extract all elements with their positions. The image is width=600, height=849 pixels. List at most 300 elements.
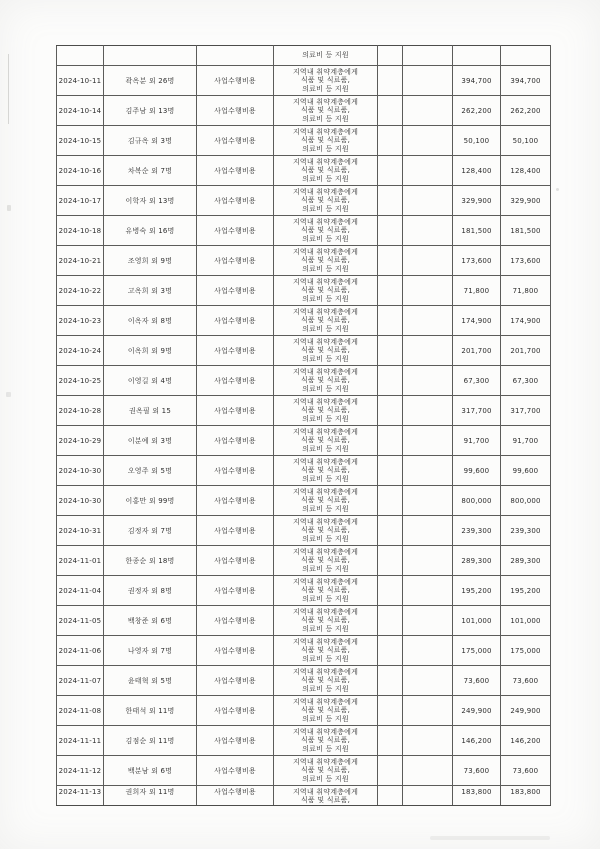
description-line: 지역내 취약계층에게 xyxy=(292,68,359,77)
cell-blank2 xyxy=(403,96,453,126)
description-line: 지역내 취약계층에게 xyxy=(292,758,359,767)
cell-amount: 128,400 xyxy=(453,156,501,186)
cell-description xyxy=(274,756,378,786)
cell-amount: 201,700 xyxy=(453,336,501,366)
ledger-table xyxy=(56,45,551,806)
cell-name: 김주남 외 13명 xyxy=(104,96,197,126)
description-line: 식품 및 식료품, xyxy=(300,796,351,805)
description-line: 지역내 취약계층에게 xyxy=(292,458,359,467)
cell-total: 289,300 xyxy=(501,546,551,576)
cell-category: 사업수행비용 xyxy=(197,636,274,666)
cell-blank1 xyxy=(378,186,403,216)
cell-blank2 xyxy=(403,186,453,216)
description-line: 지역내 취약계층에게 xyxy=(292,158,359,167)
cell-blank1 xyxy=(378,336,403,366)
cell-date: 2024-10-22 xyxy=(57,276,104,306)
description-line: 의료비 등 지원 xyxy=(302,264,349,273)
table-row xyxy=(57,276,551,306)
cell-amount: 329,900 xyxy=(453,186,501,216)
cell-name: 권희자 외 11명 xyxy=(104,786,197,806)
description-line: 의료비 등 지원 xyxy=(302,684,349,693)
cell-amount: 800,000 xyxy=(453,486,501,516)
cell-blank1 xyxy=(378,546,403,576)
cell-name: 오영주 외 5명 xyxy=(104,456,197,486)
cell-date: 2024-11-01 xyxy=(57,546,104,576)
table-row xyxy=(57,246,551,276)
cell-blank1 xyxy=(378,666,403,696)
description-line: 지역내 취약계층에게 xyxy=(292,98,359,107)
cell-total: 195,200 xyxy=(501,576,551,606)
cell-total: 239,300 xyxy=(501,516,551,546)
cell-category: 사업수행비용 xyxy=(197,726,274,756)
description-line: 의료비 등 지원 xyxy=(302,174,349,183)
cell-amount: 183,800 xyxy=(453,786,501,806)
cell-name: 곽옥분 외 26명 xyxy=(104,66,197,96)
cell-category: 사업수행비용 xyxy=(197,96,274,126)
cell-total: 67,300 xyxy=(501,366,551,396)
cell-total: 128,400 xyxy=(501,156,551,186)
cell-description xyxy=(274,726,378,756)
cell-date: 2024-10-31 xyxy=(57,516,104,546)
cell-total: 317,700 xyxy=(501,396,551,426)
cell-name: 조영희 외 9명 xyxy=(104,246,197,276)
cell-blank1 xyxy=(378,726,403,756)
cell-blank1 xyxy=(378,66,403,96)
description-line: 식품 및 식료품, xyxy=(300,316,351,325)
cell-blank2 xyxy=(403,516,453,546)
cell-amount: 175,000 xyxy=(453,636,501,666)
cell-category: 사업수행비용 xyxy=(197,366,274,396)
description-line: 식품 및 식료품, xyxy=(300,706,351,715)
cell-date: 2024-11-13 xyxy=(57,786,104,806)
description-line: 의료비 등 지원 xyxy=(302,624,349,633)
cell-blank1 xyxy=(378,126,403,156)
description-line: 식품 및 식료품, xyxy=(300,436,351,445)
cell-category: 사업수행비용 xyxy=(197,546,274,576)
description-line: 의료비 등 지원 xyxy=(302,234,349,243)
cell-amount: 239,300 xyxy=(453,516,501,546)
cell-blank2 xyxy=(403,396,453,426)
cell-total: 800,000 xyxy=(501,486,551,516)
table-row xyxy=(57,426,551,456)
table-row xyxy=(57,366,551,396)
cell-description xyxy=(274,246,378,276)
table-row xyxy=(57,756,551,786)
cell-description xyxy=(274,636,378,666)
cell-blank1 xyxy=(378,756,403,786)
cell-description xyxy=(274,456,378,486)
cell-name xyxy=(104,46,197,66)
cell-total: 181,500 xyxy=(501,216,551,246)
table-row xyxy=(57,156,551,186)
cell-description xyxy=(274,516,378,546)
cell-total: 73,600 xyxy=(501,756,551,786)
cell-date: 2024-11-04 xyxy=(57,576,104,606)
cell-category xyxy=(197,46,274,66)
cell-blank2 xyxy=(403,726,453,756)
cell-name: 이학자 외 13명 xyxy=(104,186,197,216)
cell-date: 2024-10-28 xyxy=(57,396,104,426)
cell-name: 이옥희 외 9명 xyxy=(104,336,197,366)
cell-name: 이홍만 외 99명 xyxy=(104,486,197,516)
cell-amount: 50,100 xyxy=(453,126,501,156)
ledger-body xyxy=(57,46,551,806)
cell-total xyxy=(501,46,551,66)
description-line: 의료비 등 지원 xyxy=(302,654,349,663)
table-row xyxy=(57,186,551,216)
description-line: 식품 및 식료품, xyxy=(300,676,351,685)
description-line: 식품 및 식료품, xyxy=(300,166,351,175)
cell-date: 2024-10-18 xyxy=(57,216,104,246)
description-line: 식품 및 식료품, xyxy=(300,136,351,145)
cell-date: 2024-10-16 xyxy=(57,156,104,186)
description-line: 식품 및 식료품, xyxy=(300,226,351,235)
cell-total: 91,700 xyxy=(501,426,551,456)
cell-blank2 xyxy=(403,246,453,276)
cell-blank2 xyxy=(403,636,453,666)
cell-description xyxy=(274,336,378,366)
scan-artifact-dot xyxy=(556,188,559,191)
cell-description xyxy=(274,126,378,156)
description-line: 지역내 취약계층에게 xyxy=(292,728,359,737)
cell-category: 사업수행비용 xyxy=(197,246,274,276)
cell-category: 사업수행비용 xyxy=(197,336,274,366)
cell-description xyxy=(274,606,378,636)
cell-date: 2024-11-06 xyxy=(57,636,104,666)
description-line: 의료비 등 지원 xyxy=(302,714,349,723)
cell-blank1 xyxy=(378,786,403,806)
cell-date: 2024-10-25 xyxy=(57,366,104,396)
cell-amount: 71,800 xyxy=(453,276,501,306)
table-row xyxy=(57,126,551,156)
cell-category: 사업수행비용 xyxy=(197,216,274,246)
cell-category: 사업수행비용 xyxy=(197,576,274,606)
cell-name: 한종순 외 18명 xyxy=(104,546,197,576)
cell-blank1 xyxy=(378,216,403,246)
cell-blank2 xyxy=(403,216,453,246)
description-line: 의료비 등 지원 xyxy=(302,384,349,393)
cell-name: 권옥필 외 15 xyxy=(104,396,197,426)
description-line: 식품 및 식료품, xyxy=(300,496,351,505)
description-line: 식품 및 식료품, xyxy=(300,736,351,745)
cell-amount xyxy=(453,46,501,66)
description-line: 의료비 등 지원 xyxy=(302,324,349,333)
cell-total: 173,600 xyxy=(501,246,551,276)
cell-amount: 174,900 xyxy=(453,306,501,336)
cell-description xyxy=(274,156,378,186)
cell-description xyxy=(274,46,378,66)
cell-date: 2024-11-07 xyxy=(57,666,104,696)
description-line: 식품 및 식료품, xyxy=(300,466,351,475)
cell-amount: 394,700 xyxy=(453,66,501,96)
cell-category: 사업수행비용 xyxy=(197,186,274,216)
cell-name: 윤태혁 외 5명 xyxy=(104,666,197,696)
description-line: 의료비 등 지원 xyxy=(302,504,349,513)
cell-description xyxy=(274,486,378,516)
description-line: 지역내 취약계층에게 xyxy=(292,638,359,647)
table-row xyxy=(57,726,551,756)
cell-blank2 xyxy=(403,456,453,486)
cell-total: 174,900 xyxy=(501,306,551,336)
cell-blank1 xyxy=(378,576,403,606)
cell-blank2 xyxy=(403,66,453,96)
description-line: 식품 및 식료품, xyxy=(300,376,351,385)
cell-category: 사업수행비용 xyxy=(197,276,274,306)
cell-description xyxy=(274,546,378,576)
cell-total: 71,800 xyxy=(501,276,551,306)
cell-date: 2024-10-15 xyxy=(57,126,104,156)
description-line: 지역내 취약계층에게 xyxy=(292,668,359,677)
table-row xyxy=(57,216,551,246)
cell-blank1 xyxy=(378,606,403,636)
cell-name: 권정자 외 8명 xyxy=(104,576,197,606)
description-line: 지역내 취약계층에게 xyxy=(292,698,359,707)
cell-blank2 xyxy=(403,156,453,186)
cell-blank2 xyxy=(403,666,453,696)
cell-blank2 xyxy=(403,46,453,66)
description-line: 지역내 취약계층에게 xyxy=(292,308,359,317)
cell-total: 262,200 xyxy=(501,96,551,126)
cell-date: 2024-10-23 xyxy=(57,306,104,336)
cell-date: 2024-10-21 xyxy=(57,246,104,276)
description-line: 식품 및 식료품, xyxy=(300,346,351,355)
description-line: 의료비 등 지원 xyxy=(302,294,349,303)
description-line: 의료비 등 지원 xyxy=(302,414,349,423)
table-row xyxy=(57,306,551,336)
cell-amount: 146,200 xyxy=(453,726,501,756)
cell-blank2 xyxy=(403,756,453,786)
description-line: 의료비 등 지원 xyxy=(302,534,349,543)
description-line: 식품 및 식료품, xyxy=(300,646,351,655)
cell-total: 249,900 xyxy=(501,696,551,726)
table-row xyxy=(57,606,551,636)
cell-total: 73,600 xyxy=(501,666,551,696)
description-line: 식품 및 식료품, xyxy=(300,586,351,595)
cell-blank2 xyxy=(403,786,453,806)
description-line: 의료비 등 지원 xyxy=(302,144,349,153)
table-row xyxy=(57,46,551,66)
cell-description xyxy=(274,276,378,306)
description-line: 의료비 등 지원 xyxy=(302,51,349,60)
cell-description xyxy=(274,66,378,96)
cell-category: 사업수행비용 xyxy=(197,426,274,456)
table-row xyxy=(57,576,551,606)
table-row xyxy=(57,396,551,426)
cell-blank1 xyxy=(378,396,403,426)
description-line: 지역내 취약계층에게 xyxy=(292,218,359,227)
description-line: 식품 및 식료품, xyxy=(300,406,351,415)
cell-amount: 73,600 xyxy=(453,756,501,786)
cell-blank2 xyxy=(403,606,453,636)
description-line: 지역내 취약계층에게 xyxy=(292,428,359,437)
cell-date: 2024-11-08 xyxy=(57,696,104,726)
cell-description xyxy=(274,366,378,396)
scan-artifact-smudge xyxy=(7,205,11,211)
cell-total: 183,800 xyxy=(501,786,551,806)
cell-blank2 xyxy=(403,426,453,456)
cell-blank2 xyxy=(403,696,453,726)
cell-name: 이영길 외 4명 xyxy=(104,366,197,396)
cell-category: 사업수행비용 xyxy=(197,756,274,786)
cell-date xyxy=(57,46,104,66)
cell-category: 사업수행비용 xyxy=(197,66,274,96)
cell-blank1 xyxy=(378,276,403,306)
cell-name: 이분예 외 3명 xyxy=(104,426,197,456)
cell-amount: 99,600 xyxy=(453,456,501,486)
cell-total: 99,600 xyxy=(501,456,551,486)
cell-blank1 xyxy=(378,306,403,336)
cell-description xyxy=(274,306,378,336)
cell-name: 고옥희 외 3명 xyxy=(104,276,197,306)
cell-blank1 xyxy=(378,426,403,456)
description-line: 식품 및 식료품, xyxy=(300,256,351,265)
cell-date: 2024-10-14 xyxy=(57,96,104,126)
cell-total: 50,100 xyxy=(501,126,551,156)
cell-name: 백분남 외 6명 xyxy=(104,756,197,786)
scan-artifact-bottom xyxy=(430,836,550,840)
cell-date: 2024-10-24 xyxy=(57,336,104,366)
cell-date: 2024-10-17 xyxy=(57,186,104,216)
cell-date: 2024-10-11 xyxy=(57,66,104,96)
cell-category: 사업수행비용 xyxy=(197,606,274,636)
cell-name: 나영자 외 7명 xyxy=(104,636,197,666)
description-line: 의료비 등 지원 xyxy=(302,474,349,483)
cell-amount: 67,300 xyxy=(453,366,501,396)
cell-total: 146,200 xyxy=(501,726,551,756)
description-line: 지역내 취약계층에게 xyxy=(292,248,359,257)
table-row xyxy=(57,546,551,576)
description-line: 의료비 등 지원 xyxy=(302,444,349,453)
table-row xyxy=(57,486,551,516)
description-line: 지역내 취약계층에게 xyxy=(292,188,359,197)
scan-artifact-left-line xyxy=(8,54,9,124)
cell-blank1 xyxy=(378,456,403,486)
table-row xyxy=(57,66,551,96)
description-line: 지역내 취약계층에게 xyxy=(292,518,359,527)
description-line: 의료비 등 지원 xyxy=(302,594,349,603)
description-line: 식품 및 식료품, xyxy=(300,196,351,205)
description-line: 의료비 등 지원 xyxy=(302,744,349,753)
cell-category: 사업수행비용 xyxy=(197,786,274,806)
cell-blank2 xyxy=(403,276,453,306)
cell-amount: 262,200 xyxy=(453,96,501,126)
cell-description xyxy=(274,96,378,126)
description-line: 식품 및 식료품, xyxy=(300,616,351,625)
cell-category: 사업수행비용 xyxy=(197,516,274,546)
description-line: 식품 및 식료품, xyxy=(300,556,351,565)
description-line: 지역내 취약계층에게 xyxy=(292,548,359,557)
cell-description xyxy=(274,786,378,806)
cell-blank2 xyxy=(403,576,453,606)
table-row xyxy=(57,96,551,126)
cell-name: 백창준 외 6명 xyxy=(104,606,197,636)
cell-date: 2024-11-05 xyxy=(57,606,104,636)
cell-description xyxy=(274,666,378,696)
cell-blank1 xyxy=(378,366,403,396)
cell-blank1 xyxy=(378,156,403,186)
description-line: 지역내 취약계층에게 xyxy=(292,488,359,497)
cell-description xyxy=(274,396,378,426)
cell-category: 사업수행비용 xyxy=(197,396,274,426)
cell-blank2 xyxy=(403,306,453,336)
cell-date: 2024-11-11 xyxy=(57,726,104,756)
cell-total: 329,900 xyxy=(501,186,551,216)
description-line: 식품 및 식료품, xyxy=(300,526,351,535)
cell-blank2 xyxy=(403,546,453,576)
cell-blank2 xyxy=(403,486,453,516)
cell-blank1 xyxy=(378,46,403,66)
cell-blank1 xyxy=(378,516,403,546)
cell-name: 이옥자 외 8명 xyxy=(104,306,197,336)
table-row xyxy=(57,666,551,696)
description-line: 의료비 등 지원 xyxy=(302,84,349,93)
cell-date: 2024-10-29 xyxy=(57,426,104,456)
scan-artifact-smudge xyxy=(6,392,11,397)
cell-description xyxy=(274,186,378,216)
cell-blank1 xyxy=(378,96,403,126)
cell-amount: 101,000 xyxy=(453,606,501,636)
cell-date: 2024-11-12 xyxy=(57,756,104,786)
cell-total: 201,700 xyxy=(501,336,551,366)
cell-name: 한태석 외 11명 xyxy=(104,696,197,726)
cell-amount: 181,500 xyxy=(453,216,501,246)
description-line: 지역내 취약계층에게 xyxy=(292,338,359,347)
cell-amount: 289,300 xyxy=(453,546,501,576)
cell-category: 사업수행비용 xyxy=(197,456,274,486)
description-line: 식품 및 식료품, xyxy=(300,286,351,295)
description-line: 식품 및 식료품, xyxy=(300,76,351,85)
cell-description xyxy=(274,696,378,726)
description-line: 지역내 취약계층에게 xyxy=(292,368,359,377)
cell-blank1 xyxy=(378,636,403,666)
description-line: 의료비 등 지원 xyxy=(302,774,349,783)
cell-name: 김정자 외 7명 xyxy=(104,516,197,546)
description-line: 식품 및 식료품, xyxy=(300,106,351,115)
description-line: 지역내 취약계층에게 xyxy=(292,788,359,796)
cell-blank1 xyxy=(378,696,403,726)
cell-date: 2024-10-30 xyxy=(57,486,104,516)
cell-category: 사업수행비용 xyxy=(197,486,274,516)
cell-name: 김규옥 외 3명 xyxy=(104,126,197,156)
table-row xyxy=(57,636,551,666)
table-row xyxy=(57,456,551,486)
table-row xyxy=(57,786,551,806)
cell-category: 사업수행비용 xyxy=(197,306,274,336)
description-line: 의료비 등 지원 xyxy=(302,204,349,213)
cell-amount: 173,600 xyxy=(453,246,501,276)
cell-blank1 xyxy=(378,486,403,516)
cell-amount: 195,200 xyxy=(453,576,501,606)
cell-name: 김점순 외 11명 xyxy=(104,726,197,756)
description-line: 지역내 취약계층에게 xyxy=(292,578,359,587)
cell-description xyxy=(274,576,378,606)
cell-description xyxy=(274,216,378,246)
cell-date: 2024-10-30 xyxy=(57,456,104,486)
cell-total: 394,700 xyxy=(501,66,551,96)
cell-category: 사업수행비용 xyxy=(197,156,274,186)
description-line: 지역내 취약계층에게 xyxy=(292,608,359,617)
cell-amount: 249,900 xyxy=(453,696,501,726)
description-line: 의료비 등 지원 xyxy=(302,354,349,363)
cell-name: 유병숙 외 16명 xyxy=(104,216,197,246)
cell-name: 차복순 외 7명 xyxy=(104,156,197,186)
description-line: 지역내 취약계층에게 xyxy=(292,128,359,137)
cell-amount: 317,700 xyxy=(453,396,501,426)
table-row xyxy=(57,516,551,546)
cell-blank2 xyxy=(403,336,453,366)
description-line: 식품 및 식료품, xyxy=(300,766,351,775)
cell-total: 101,000 xyxy=(501,606,551,636)
